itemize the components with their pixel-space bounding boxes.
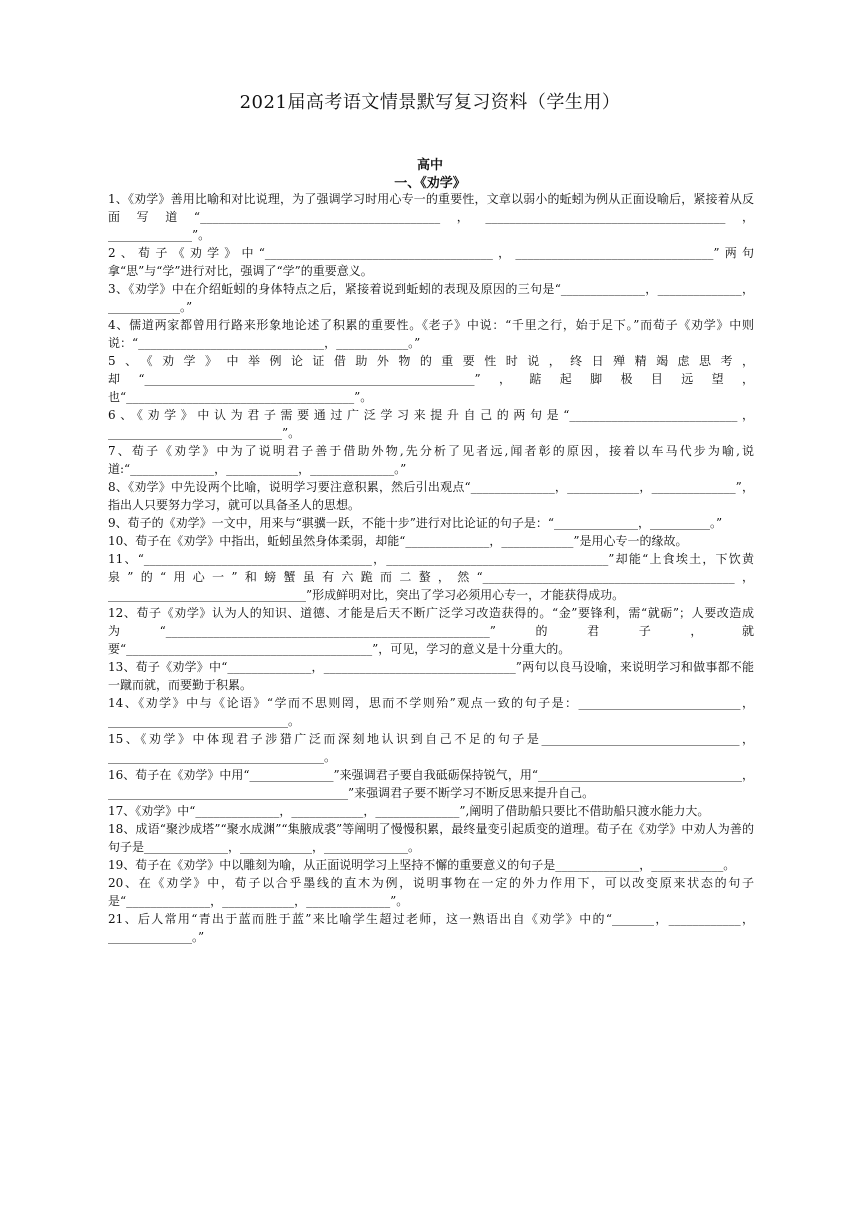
question-item: 17、《劝学》中“______________，____________，______________”,阐明了借助船只要比不借助船只渡水能力大。: [108, 804, 710, 818]
question-item: 18、成语“聚沙成塔”“聚水成渊”“集腋成裘”等阐明了慢慢积累，最终量变引起质变的道理。荀子在《劝学》中劝人为善的句子是______________，____________，______________。: [108, 822, 754, 854]
question-item: 19、荀子在《劝学》中以雕刻为喻，从正面说明学习上坚持不懈的重要意义的句子是______________，____________。: [108, 858, 736, 872]
question-item: 8、《劝学》中先设两个比喻，说明学习要注意积累，然后引出观点“______________，____________，______________”，指出人只要努力学习，就可以具备圣人的思想。: [108, 480, 754, 512]
question-item: 16、荀子在《劝学》中用“______________”来强调君子要自我砥砺保持锐气，用“__________________________________，________________________________________”来强调君子要不断学习不断反思来提升自己。: [108, 768, 754, 800]
level-heading: 高中: [416, 158, 443, 173]
question-item: 15、《劝学》中体现君子涉猎广泛而深刻地认识到自己不足的句子是_________________________________，____________________________________。: [108, 732, 754, 764]
question-item: 3、《劝学》中在介绍蚯蚓的身体特点之后，紧接着说到蚯蚓的表现及原因的三句是“______________，______________，____________。”: [108, 282, 754, 314]
question-item: 10、荀子在《劝学》中指出，蚯蚓虽然身体柔弱，却能“______________，____________”是用心专一的缘故。: [108, 534, 688, 548]
document-title: 2021届高考语文情景默写复习资料（学生用）: [239, 92, 621, 113]
question-item: 4、儒道两家都曾用行路来形象地论述了积累的重要性。《老子》中说：“千里之行，始于足下。”而荀子《劝学》中则说：“_______________________________，____________。”: [108, 318, 754, 350]
question-item: 5、《劝学》中举例论证借助外物的重要性时说，终日殚精竭虑思考，却“_______________________________________________________”，踮起脚极目远望，也“______________________________________”。: [108, 354, 754, 404]
question-item: 12、荀子《劝学》认为人的知识、道德、才能是后天不断广泛学习改造获得的。“金”要锋利，需“就砺”；人要改造成为“______________________________________________________”的君子，就要“_________________________________________”，可见，学习的意义是十分重大的。: [108, 606, 754, 656]
question-item: 9、荀子的《劝学》一文中，用来与“骐骥一跃，不能十步”进行对比论证的句子是：“______________，__________。”: [108, 516, 723, 530]
question-list: [108, 190, 754, 946]
question-item: 2、荀子《劝学》中“______________________________________，_________________________________”两句拿“思”与“学”进行对比，强调了“学”的重要意义。: [108, 246, 754, 278]
question-item: 7、荀子《劝学》中为了说明君子善于借助外物,先分析了见者远,闻者彰的原因，接着以车马代步为喻,说道:“______________，____________，______________。”: [108, 444, 754, 476]
question-item: 1、《劝学》善用比喻和对比说理，为了强调学习时用心专一的重要性，文章以弱小的蚯蚓为例从正面设喻后，紧接着从反面写道“________________________________________，________________________________________，______________”。: [108, 192, 754, 242]
question-item: 14、《劝学》中与《论语》“学而不思则罔，思而不学则殆”观点一致的句子是：___________________________，______________________________。: [108, 696, 754, 728]
question-item: 6、《劝学》中认为君子需要通过广泛学习来提升自己的两句是“____________________________，_____________________________”。: [108, 408, 754, 440]
question-item: 21、后人常用“青出于蓝而胜于蓝”来比喻学生超过老师，这一熟语出自《劝学》中的“_______，____________，______________。”: [108, 912, 754, 944]
question-item: 13、荀子《劝学》中“______________，________________________________”两句以良马设喻，来说明学习和做事都不能一蹴而就，而要勤于积累。: [108, 660, 754, 692]
section-heading: 一、《劝学》: [394, 176, 466, 191]
question-item: 20、在《劝学》中，荀子以合乎墨线的直木为例，说明事物在一定的外力作用下，可以改变原来状态的句子是“______________，____________，______________”。: [108, 876, 754, 908]
question-item: 11、“______________________________________，_____________________________________”却能“上食埃土，下饮黄泉”的“用心一”和螃蟹虽有六跪而二螯，然“__________________________________________，_________________________________”形成鲜明对比，突出了学习必须用心专一，才能获得成功。: [108, 552, 754, 602]
